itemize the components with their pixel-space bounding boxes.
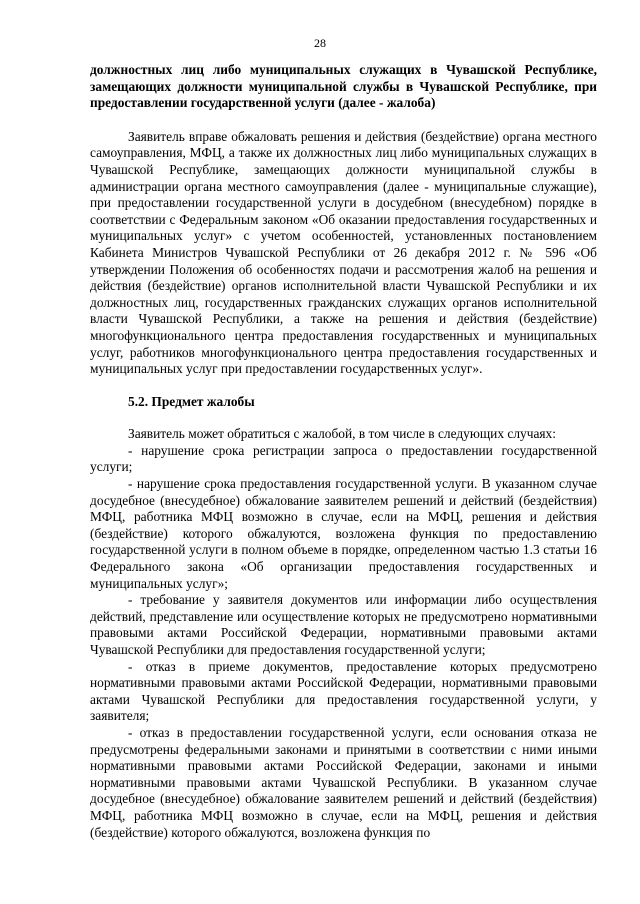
- spacer: [90, 112, 597, 129]
- page-content: [90, 62, 597, 841]
- section-heading: должностных лиц либо муниципальных служащих в Чувашской Республике, замещающих должности муниципальной службы в Чувашской Республике, при предоставлении государственной услуги (далее - жалоба): [90, 62, 597, 111]
- list-item: - нарушение срока регистрации запроса о предоставлении государственной услуги;: [90, 442, 597, 475]
- page-number: 28: [314, 36, 326, 50]
- list-item: - требование у заявителя документов или информации либо осуществления действий, представление или осуществление которых не предусмотрено нормативными правовыми актами Российской Федерации, нормативными правовыми актами Чувашской Республики для предоставления государственной услуги;: [90, 592, 597, 657]
- list-item: - отказ в приеме документов, предоставление которых предусмотрено нормативными правовыми актами Российской Федерации, нормативными правовыми актами Чувашской Республики для предоставления государственной услуги, у заявителя;: [90, 658, 597, 724]
- intro-paragraph: Заявитель вправе обжаловать решения и действия (бездействие) органа местного самоуправления, МФЦ, а также их должностных лиц либо муниципальных служащих в Чувашской Республике, замещающих должности муниципальной службы в администрации органа местного самоуправления (далее - муниципальные служащие), при предоставлении государственной услуги в досудебном (внесудебном) порядке в соответствии с Федеральным законом «Об оказании предоставления государственных и муниципальных услуг» с учетом особенностей, установленных постановлением Кабинета Министров Чувашской Республики от 26 декабря 2012 г. № 596 «Об утверждении Положения об особенностях подачи и рассмотрения жалоб на решения и действия (бездействие) органов исполнительной власти Чувашской Республики и их должностных лиц, государственных гражданских служащих органов исполнительной власти Чувашской Республики, а также на решения и действия (бездействие) многофункционального центра предоставления государственных и муниципальных услуг, работников многофункционального центра предоставления государственных и муниципальных услуг при предоставлении государственных услуг».: [90, 128, 597, 377]
- list-item: - отказ в предоставлении государственной услуги, если основания отказа не предусмотрены федеральными законами и принятыми в соответствии с ними иными нормативными правовыми актами Российской Федерации, законами и иными нормативными правовыми актами Чувашской Республики. В указанном случае досудебное (внесудебное) обжалование заявителем решений и действий (бездействия) МФЦ, работника МФЦ возможно в случае, если на МФЦ, решения и действия (бездействие) которого обжалуются, возложена функция по: [90, 724, 597, 840]
- list-item: - нарушение срока предоставления государственной услуги. В указанном случае досудебное (внесудебное) обжалование заявителем решений и действий (бездействия) МФЦ, работника МФЦ возможно в случае, если на МФЦ, решения и действия (бездействие) которого обжалуются, возложена функция по предоставлению государственной услуги в полном объеме в порядке, определенном частью 1.3 статьи 16 Федерального закона «Об организации предоставления государственных и муниципальных услуг»;: [90, 476, 597, 591]
- section-lead: Заявитель может обратиться с жалобой, в том числе в следующих случаях:: [128, 426, 556, 442]
- spacer: [90, 410, 597, 426]
- section-title: 5.2. Предмет жалобы: [128, 393, 255, 409]
- spacer: [90, 378, 597, 394]
